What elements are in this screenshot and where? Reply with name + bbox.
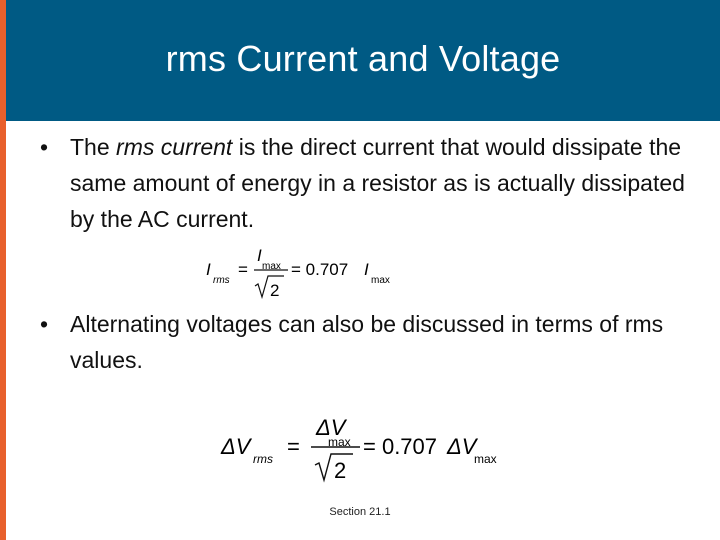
eq2-rhs-sub: max (474, 452, 497, 466)
slide-title: rms Current and Voltage (165, 37, 561, 79)
bullet-text-suffix: is the direct current that would dissipate the same amount of energy in a resistor as is actually dissipated by the AC current. (70, 134, 685, 232)
eq2-lhs: ΔV (221, 434, 251, 459)
bullet-dot: • (40, 134, 49, 160)
eq1-numerator: I (257, 246, 262, 265)
eq1-rhs-sub: max (371, 275, 390, 286)
eq1-coefficient: = 0.707 (291, 260, 349, 279)
eq2-equals: = (287, 434, 300, 459)
eq2-coefficient: = 0.707 (363, 434, 438, 459)
eq2-denominator: 2 (334, 458, 347, 483)
eq1-lhs-sub: rms (213, 275, 230, 286)
eq1-numerator-sub: max (262, 261, 281, 272)
eq2-numerator: ΔV (316, 415, 346, 440)
eq1-denominator: 2 (270, 281, 280, 300)
bullet-rms-current (40, 129, 690, 237)
equation-rms-voltage (215, 410, 515, 491)
bullet-text: Alternating voltages can also be discussed in terms of rms values. (70, 311, 664, 373)
bullet-emphasis: rms current (116, 134, 233, 160)
eq2-lhs-sub: rms (253, 452, 273, 466)
title-banner (6, 0, 720, 121)
bullet-rms-voltage (40, 306, 690, 378)
eq1-lhs: I (206, 260, 211, 279)
bullet-dot: • (40, 311, 49, 337)
eq1-rhs: I (364, 260, 369, 279)
eq2-numerator-sub: max (328, 435, 351, 449)
eq2-rhs: ΔV (447, 434, 477, 459)
bullet-text-prefix: The (70, 134, 117, 160)
equation-rms-current (200, 240, 400, 307)
eq1-equals: = (238, 260, 248, 279)
bullet-text (70, 129, 690, 237)
footer-section-label: Section 21.1 (329, 506, 391, 518)
